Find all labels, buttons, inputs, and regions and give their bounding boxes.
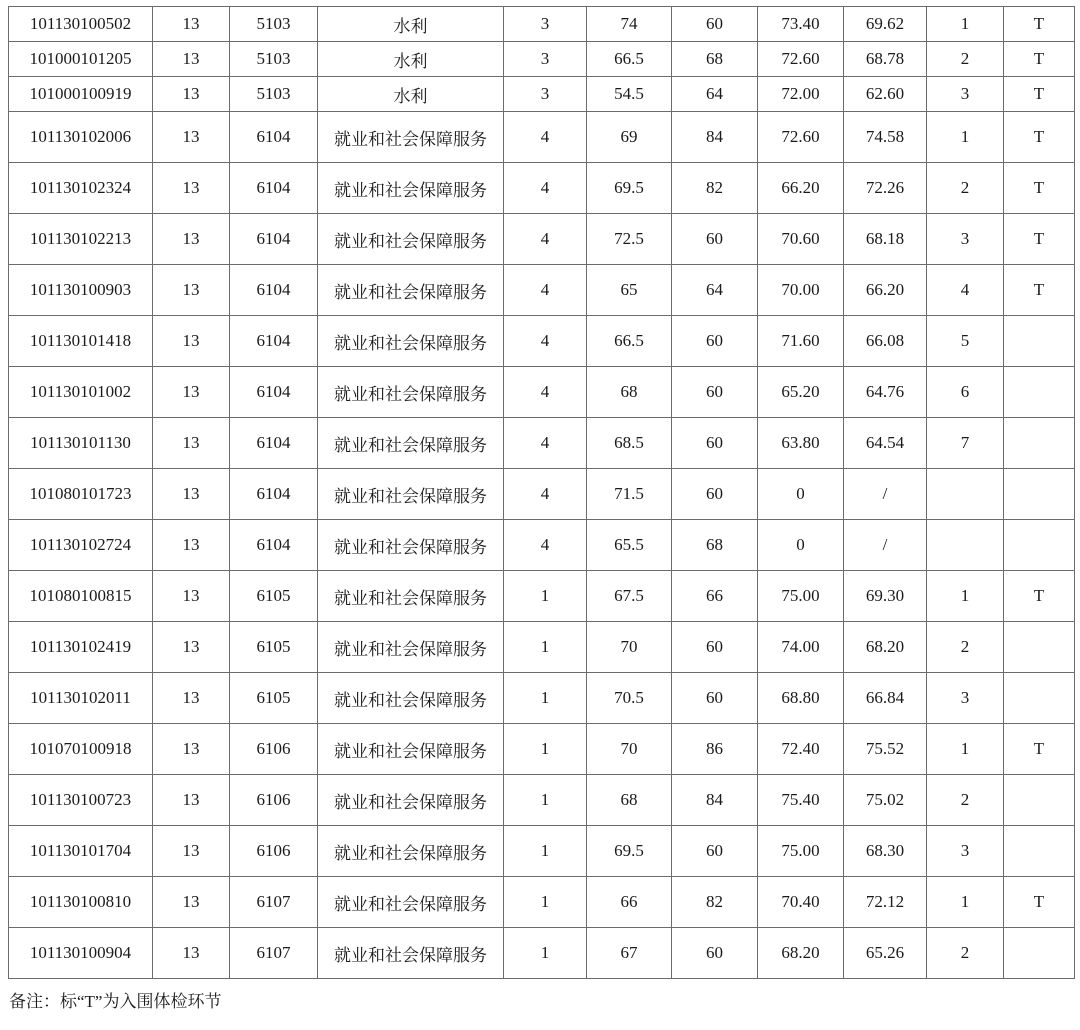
group-code-cell: 13 xyxy=(153,418,230,469)
shortlist-mark-cell xyxy=(1004,469,1075,520)
bonus-score-cell: 60 xyxy=(672,214,758,265)
rank-cell: 3 xyxy=(927,673,1004,724)
position-code-cell: 6104 xyxy=(230,265,318,316)
total-score-cell: 68.30 xyxy=(844,826,927,877)
bonus-score-cell: 64 xyxy=(672,265,758,316)
interview-score-cell: 70.60 xyxy=(758,214,844,265)
bonus-score-cell: 60 xyxy=(672,673,758,724)
written-score-cell: 69 xyxy=(587,112,672,163)
bonus-score-cell: 68 xyxy=(672,520,758,571)
bonus-score-cell: 60 xyxy=(672,418,758,469)
position-code-cell: 6104 xyxy=(230,163,318,214)
position-name-cell: 就业和社会保障服务 xyxy=(318,214,504,265)
table-row xyxy=(9,775,1075,826)
exam-number-cell: 101130102006 xyxy=(9,112,153,163)
total-score-cell: 68.78 xyxy=(844,42,927,77)
position-name-cell: 就业和社会保障服务 xyxy=(318,877,504,928)
exam-number-cell: 101130102213 xyxy=(9,214,153,265)
shortlist-mark-cell: T xyxy=(1004,112,1075,163)
total-score-cell: 72.12 xyxy=(844,877,927,928)
position-code-cell: 6107 xyxy=(230,877,318,928)
written-score-cell: 69.5 xyxy=(587,163,672,214)
position-name-cell: 就业和社会保障服务 xyxy=(318,622,504,673)
table-row xyxy=(9,418,1075,469)
total-score-cell: 72.26 xyxy=(844,163,927,214)
exam-number-cell: 101130102011 xyxy=(9,673,153,724)
position-code-cell: 6104 xyxy=(230,520,318,571)
shortlist-mark-cell: T xyxy=(1004,877,1075,928)
group-code-cell: 13 xyxy=(153,77,230,112)
position-name-cell: 就业和社会保障服务 xyxy=(318,724,504,775)
interview-score-cell: 72.00 xyxy=(758,77,844,112)
total-score-cell: 64.54 xyxy=(844,418,927,469)
position-code-cell: 6104 xyxy=(230,214,318,265)
group-code-cell: 13 xyxy=(153,622,230,673)
position-name-cell: 就业和社会保障服务 xyxy=(318,316,504,367)
written-score-cell: 68 xyxy=(587,367,672,418)
exam-number-cell: 101130100903 xyxy=(9,265,153,316)
interview-score-cell: 70.40 xyxy=(758,877,844,928)
exam-number-cell: 101130100723 xyxy=(9,775,153,826)
interview-score-cell: 68.20 xyxy=(758,928,844,979)
table-row xyxy=(9,673,1075,724)
bonus-score-cell: 84 xyxy=(672,112,758,163)
shortlist-mark-cell xyxy=(1004,418,1075,469)
total-score-cell: 66.08 xyxy=(844,316,927,367)
position-name-cell: 就业和社会保障服务 xyxy=(318,163,504,214)
shortlist-mark-cell: T xyxy=(1004,214,1075,265)
shortlist-mark-cell: T xyxy=(1004,77,1075,112)
written-score-cell: 70.5 xyxy=(587,673,672,724)
bonus-score-cell: 82 xyxy=(672,877,758,928)
interview-score-cell: 65.20 xyxy=(758,367,844,418)
bonus-score-cell: 60 xyxy=(672,316,758,367)
position-name-cell: 水利 xyxy=(318,42,504,77)
table-row xyxy=(9,265,1075,316)
total-score-cell: 75.02 xyxy=(844,775,927,826)
bonus-score-cell: 66 xyxy=(672,571,758,622)
hire-count-cell: 3 xyxy=(504,7,587,42)
table-row xyxy=(9,316,1075,367)
rank-cell: 2 xyxy=(927,163,1004,214)
group-code-cell: 13 xyxy=(153,673,230,724)
table-row xyxy=(9,163,1075,214)
shortlist-mark-cell: T xyxy=(1004,163,1075,214)
position-name-cell: 就业和社会保障服务 xyxy=(318,928,504,979)
table-row xyxy=(9,77,1075,112)
position-code-cell: 6106 xyxy=(230,826,318,877)
exam-number-cell: 101070100918 xyxy=(9,724,153,775)
written-score-cell: 74 xyxy=(587,7,672,42)
bonus-score-cell: 60 xyxy=(672,7,758,42)
shortlist-mark-cell xyxy=(1004,316,1075,367)
position-code-cell: 6104 xyxy=(230,316,318,367)
group-code-cell: 13 xyxy=(153,7,230,42)
interview-score-cell: 72.40 xyxy=(758,724,844,775)
total-score-cell: 62.60 xyxy=(844,77,927,112)
exam-number-cell: 101130100502 xyxy=(9,7,153,42)
total-score-cell: / xyxy=(844,469,927,520)
exam-number-cell: 101080101723 xyxy=(9,469,153,520)
written-score-cell: 66 xyxy=(587,877,672,928)
table-row xyxy=(9,877,1075,928)
total-score-cell: 66.84 xyxy=(844,673,927,724)
interview-score-cell: 0 xyxy=(758,469,844,520)
total-score-cell: 68.20 xyxy=(844,622,927,673)
exam-number-cell: 101130101418 xyxy=(9,316,153,367)
table-row xyxy=(9,214,1075,265)
position-name-cell: 就业和社会保障服务 xyxy=(318,520,504,571)
hire-count-cell: 1 xyxy=(504,928,587,979)
shortlist-mark-cell xyxy=(1004,775,1075,826)
shortlist-mark-cell: T xyxy=(1004,571,1075,622)
written-score-cell: 65 xyxy=(587,265,672,316)
table-row xyxy=(9,571,1075,622)
total-score-cell: / xyxy=(844,520,927,571)
shortlist-mark-cell xyxy=(1004,367,1075,418)
total-score-cell: 69.30 xyxy=(844,571,927,622)
shortlist-mark-cell: T xyxy=(1004,724,1075,775)
written-score-cell: 72.5 xyxy=(587,214,672,265)
written-score-cell: 69.5 xyxy=(587,826,672,877)
group-code-cell: 13 xyxy=(153,724,230,775)
position-name-cell: 就业和社会保障服务 xyxy=(318,418,504,469)
footnote: 备注：标“T”为入围体检环节 xyxy=(9,992,222,1011)
exam-number-cell: 101130101130 xyxy=(9,418,153,469)
position-code-cell: 6106 xyxy=(230,724,318,775)
written-score-cell: 66.5 xyxy=(587,42,672,77)
hire-count-cell: 4 xyxy=(504,469,587,520)
table-row xyxy=(9,469,1075,520)
shortlist-mark-cell xyxy=(1004,826,1075,877)
rank-cell xyxy=(927,520,1004,571)
rank-cell: 3 xyxy=(927,214,1004,265)
group-code-cell: 13 xyxy=(153,877,230,928)
position-name-cell: 水利 xyxy=(318,77,504,112)
group-code-cell: 13 xyxy=(153,775,230,826)
total-score-cell: 74.58 xyxy=(844,112,927,163)
position-name-cell: 就业和社会保障服务 xyxy=(318,826,504,877)
rank-cell: 1 xyxy=(927,7,1004,42)
total-score-cell: 68.18 xyxy=(844,214,927,265)
hire-count-cell: 1 xyxy=(504,673,587,724)
shortlist-mark-cell xyxy=(1004,622,1075,673)
shortlist-mark-cell: T xyxy=(1004,265,1075,316)
rank-cell: 2 xyxy=(927,928,1004,979)
written-score-cell: 70 xyxy=(587,622,672,673)
bonus-score-cell: 60 xyxy=(672,469,758,520)
table-row xyxy=(9,928,1075,979)
bonus-score-cell: 60 xyxy=(672,826,758,877)
group-code-cell: 13 xyxy=(153,316,230,367)
interview-score-cell: 0 xyxy=(758,520,844,571)
group-code-cell: 13 xyxy=(153,571,230,622)
exam-number-cell: 101130100904 xyxy=(9,928,153,979)
interview-score-cell: 63.80 xyxy=(758,418,844,469)
hire-count-cell: 4 xyxy=(504,112,587,163)
shortlist-mark-cell xyxy=(1004,673,1075,724)
hire-count-cell: 4 xyxy=(504,163,587,214)
rank-cell: 3 xyxy=(927,77,1004,112)
group-code-cell: 13 xyxy=(153,214,230,265)
hire-count-cell: 1 xyxy=(504,571,587,622)
table-body xyxy=(9,7,1075,979)
shortlist-mark-cell xyxy=(1004,928,1075,979)
written-score-cell: 67 xyxy=(587,928,672,979)
bonus-score-cell: 60 xyxy=(672,928,758,979)
table-row xyxy=(9,520,1075,571)
position-code-cell: 5103 xyxy=(230,42,318,77)
interview-score-cell: 74.00 xyxy=(758,622,844,673)
table-row xyxy=(9,826,1075,877)
bonus-score-cell: 82 xyxy=(672,163,758,214)
group-code-cell: 13 xyxy=(153,469,230,520)
bonus-score-cell: 64 xyxy=(672,77,758,112)
exam-number-cell: 101000100919 xyxy=(9,77,153,112)
rank-cell: 1 xyxy=(927,571,1004,622)
rank-cell: 6 xyxy=(927,367,1004,418)
exam-number-cell: 101130101002 xyxy=(9,367,153,418)
group-code-cell: 13 xyxy=(153,42,230,77)
rank-cell: 5 xyxy=(927,316,1004,367)
rank-cell: 1 xyxy=(927,877,1004,928)
interview-score-cell: 68.80 xyxy=(758,673,844,724)
position-code-cell: 6105 xyxy=(230,622,318,673)
written-score-cell: 71.5 xyxy=(587,469,672,520)
position-code-cell: 6104 xyxy=(230,469,318,520)
written-score-cell: 68.5 xyxy=(587,418,672,469)
group-code-cell: 13 xyxy=(153,826,230,877)
rank-cell: 1 xyxy=(927,724,1004,775)
position-name-cell: 就业和社会保障服务 xyxy=(318,112,504,163)
position-code-cell: 6104 xyxy=(230,418,318,469)
position-name-cell: 就业和社会保障服务 xyxy=(318,775,504,826)
exam-number-cell: 101000101205 xyxy=(9,42,153,77)
written-score-cell: 65.5 xyxy=(587,520,672,571)
exam-number-cell: 101130101704 xyxy=(9,826,153,877)
rank-cell: 2 xyxy=(927,622,1004,673)
position-name-cell: 就业和社会保障服务 xyxy=(318,265,504,316)
hire-count-cell: 3 xyxy=(504,77,587,112)
hire-count-cell: 4 xyxy=(504,520,587,571)
hire-count-cell: 4 xyxy=(504,316,587,367)
total-score-cell: 64.76 xyxy=(844,367,927,418)
interview-score-cell: 75.00 xyxy=(758,571,844,622)
interview-score-cell: 66.20 xyxy=(758,163,844,214)
rank-cell: 4 xyxy=(927,265,1004,316)
exam-number-cell: 101130102724 xyxy=(9,520,153,571)
rank-cell: 2 xyxy=(927,775,1004,826)
exam-number-cell: 101130102324 xyxy=(9,163,153,214)
position-code-cell: 6105 xyxy=(230,571,318,622)
position-name-cell: 就业和社会保障服务 xyxy=(318,469,504,520)
table-row xyxy=(9,42,1075,77)
position-code-cell: 6106 xyxy=(230,775,318,826)
total-score-cell: 65.26 xyxy=(844,928,927,979)
written-score-cell: 67.5 xyxy=(587,571,672,622)
rank-cell: 7 xyxy=(927,418,1004,469)
position-code-cell: 6104 xyxy=(230,367,318,418)
bonus-score-cell: 68 xyxy=(672,42,758,77)
interview-score-cell: 75.00 xyxy=(758,826,844,877)
group-code-cell: 13 xyxy=(153,520,230,571)
interview-score-cell: 73.40 xyxy=(758,7,844,42)
written-score-cell: 70 xyxy=(587,724,672,775)
interview-score-cell: 75.40 xyxy=(758,775,844,826)
hire-count-cell: 1 xyxy=(504,775,587,826)
position-name-cell: 水利 xyxy=(318,7,504,42)
interview-score-cell: 70.00 xyxy=(758,265,844,316)
bonus-score-cell: 84 xyxy=(672,775,758,826)
interview-score-cell: 72.60 xyxy=(758,42,844,77)
hire-count-cell: 4 xyxy=(504,418,587,469)
table-row xyxy=(9,7,1075,42)
position-code-cell: 6104 xyxy=(230,112,318,163)
hire-count-cell: 1 xyxy=(504,877,587,928)
bonus-score-cell: 60 xyxy=(672,622,758,673)
group-code-cell: 13 xyxy=(153,367,230,418)
hire-count-cell: 4 xyxy=(504,214,587,265)
table-row xyxy=(9,622,1075,673)
total-score-cell: 75.52 xyxy=(844,724,927,775)
table-row xyxy=(9,367,1075,418)
position-code-cell: 6105 xyxy=(230,673,318,724)
table-row xyxy=(9,724,1075,775)
interview-score-cell: 71.60 xyxy=(758,316,844,367)
exam-number-cell: 101130100810 xyxy=(9,877,153,928)
hire-count-cell: 1 xyxy=(504,826,587,877)
shortlist-mark-cell: T xyxy=(1004,42,1075,77)
shortlist-mark-cell: T xyxy=(1004,7,1075,42)
rank-cell: 3 xyxy=(927,826,1004,877)
hire-count-cell: 4 xyxy=(504,265,587,316)
position-name-cell: 就业和社会保障服务 xyxy=(318,367,504,418)
total-score-cell: 69.62 xyxy=(844,7,927,42)
group-code-cell: 13 xyxy=(153,265,230,316)
written-score-cell: 66.5 xyxy=(587,316,672,367)
hire-count-cell: 4 xyxy=(504,367,587,418)
position-name-cell: 就业和社会保障服务 xyxy=(318,571,504,622)
results-table xyxy=(8,6,1075,979)
hire-count-cell: 1 xyxy=(504,724,587,775)
position-name-cell: 就业和社会保障服务 xyxy=(318,673,504,724)
hire-count-cell: 1 xyxy=(504,622,587,673)
group-code-cell: 13 xyxy=(153,112,230,163)
hire-count-cell: 3 xyxy=(504,42,587,77)
group-code-cell: 13 xyxy=(153,163,230,214)
written-score-cell: 54.5 xyxy=(587,77,672,112)
position-code-cell: 5103 xyxy=(230,7,318,42)
rank-cell: 1 xyxy=(927,112,1004,163)
position-code-cell: 5103 xyxy=(230,77,318,112)
rank-cell: 2 xyxy=(927,42,1004,77)
position-code-cell: 6107 xyxy=(230,928,318,979)
bonus-score-cell: 86 xyxy=(672,724,758,775)
exam-number-cell: 101080100815 xyxy=(9,571,153,622)
interview-score-cell: 72.60 xyxy=(758,112,844,163)
exam-number-cell: 101130102419 xyxy=(9,622,153,673)
rank-cell xyxy=(927,469,1004,520)
shortlist-mark-cell xyxy=(1004,520,1075,571)
group-code-cell: 13 xyxy=(153,928,230,979)
table-row xyxy=(9,112,1075,163)
written-score-cell: 68 xyxy=(587,775,672,826)
total-score-cell: 66.20 xyxy=(844,265,927,316)
bonus-score-cell: 60 xyxy=(672,367,758,418)
